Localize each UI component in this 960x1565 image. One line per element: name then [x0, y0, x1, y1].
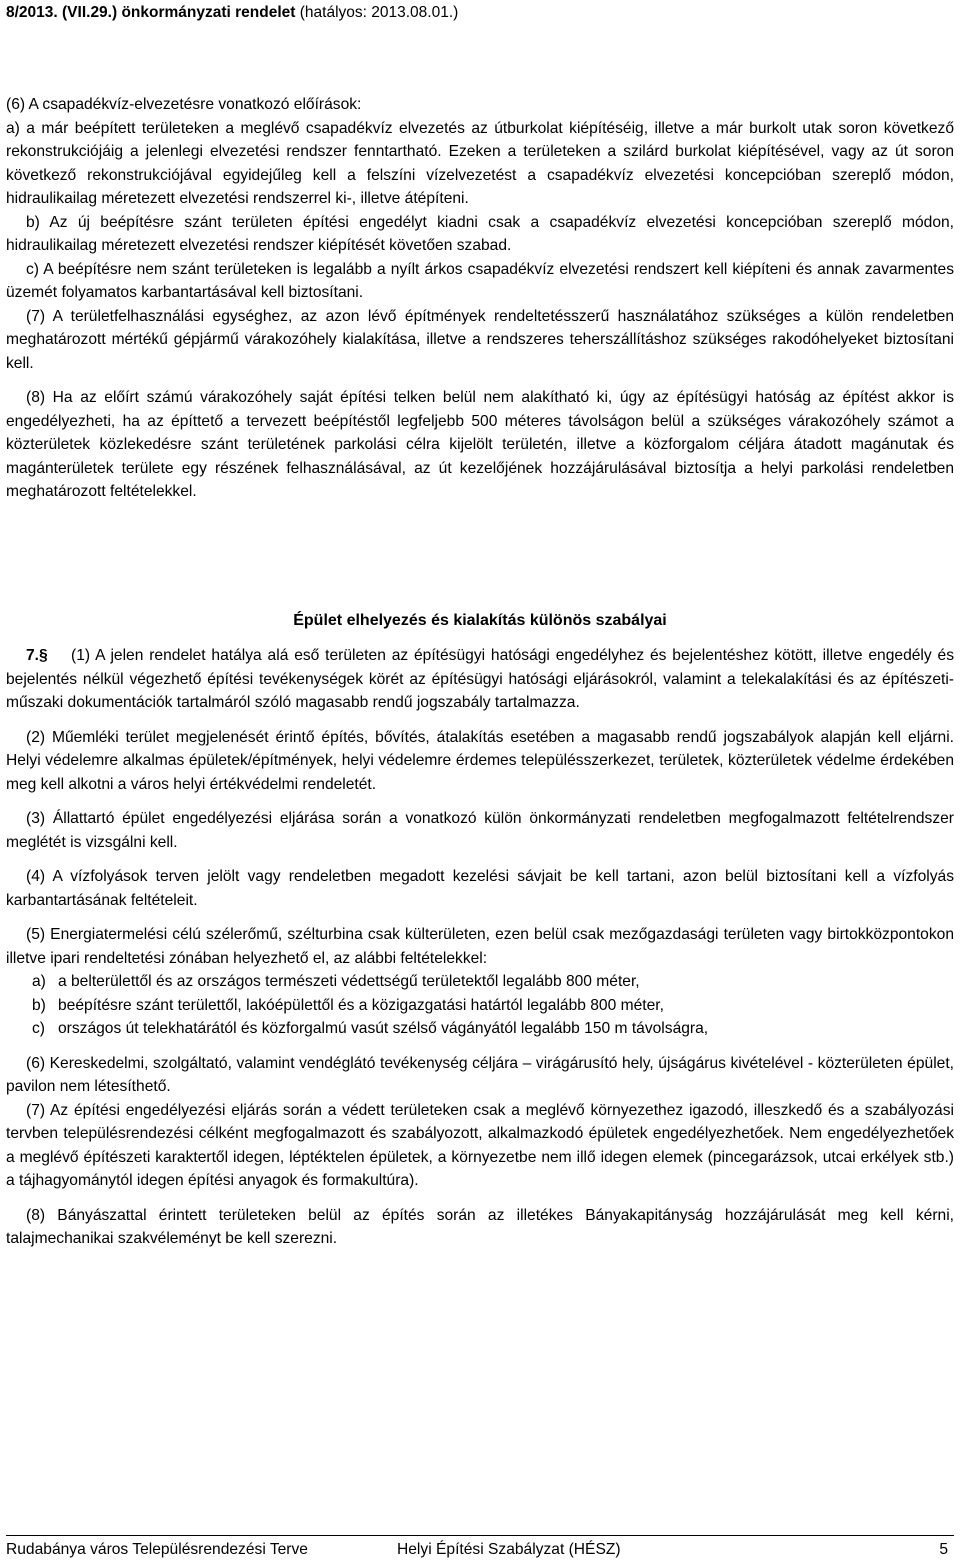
- paragraph-7-8: (8) Bányászattal érintett területeken belül az építés során az illetékes Bányakapitányság hozzájárulását meg kell kérni, talajmechanikai szakvéleményt be kell szerezni.: [6, 1206, 954, 1247]
- list-marker: b): [32, 996, 46, 1014]
- paragraph-6c: c) A beépítésre nem szánt területeken is legalább a nyílt árkos csapadékvíz elvezetési rendszert kell kiépíteni és annak zavarmentes üzemét folyamatos karbantartásával kell biztosítani.: [6, 260, 954, 301]
- section-stormwater-parking: [6, 93, 954, 504]
- list-text: a belterülettől és az országos természeti védettségű területektől legalább 800 méter,: [58, 973, 640, 990]
- paragraph-7-5: (5) Energiatermelési célú szélerőmű, szélturbina csak külterületen, ezen belül csak mezőgazdasági területen vagy birtokközpontokon illetve ipari rendeltetési zónában helyezhető el, az alábbi feltételekkel:: [6, 926, 954, 967]
- list-marker: a): [32, 973, 46, 990]
- paragraph-7: (7) A területfelhasználási egységhez, az azon lévő építmények rendeltetésszerű használatához szükséges a külön rendeletben meghatározott mértékű gépjármű várakozóhely kialakítása, illetve a rendszeres teherszállításhoz szükséges rakodóhelyeket biztosítani kell.: [6, 307, 954, 372]
- section-heading: Épület elhelyezés és kialakítás különös szabályai: [293, 612, 667, 629]
- paragraph-7-7: (7) Az építési engedélyezési eljárás során a védett területeken csak a meglévő környezethez igazodó, illeszkedő és a szabályozási tervben településrendezési célként megfogalmazott és szabályozott, alkalmazkodó épületek engedélyezhetőek. Nem engedélyezhetőek a meglévő építészeti karaktertől idegen, léptéktelen épületek, a környezetbe nem illő idegen elemek (pincegarázsok, utcai erkélyek stb.) a tájhagyománytól idegen építési anyagok és formakultúra).: [6, 1101, 954, 1189]
- paragraph-7-2: (2) Műemléki terület megjelenését érintő építés, bővítés, átalakítás esetében a magasabb rendű jogszabályok alapján kell eljárni. Helyi védelemre alkalmas épületek/építmények, helyi védelemre érdemes településszerkezet, területek, közterületek védelme érdekében meg kell alkotni a város helyi értékvédelmi rendeletét.: [6, 728, 954, 793]
- paragraph-7-1: [6, 644, 954, 715]
- paragraph-6-intro: (6) A csapadékvíz-elvezetésre vonatkozó előírások:: [6, 96, 362, 113]
- list-text: országos út telekhatárától és közforgalmú vasút szélső vágányától legalább 150 m távolságra,: [58, 1020, 709, 1037]
- conditions-list: [6, 970, 954, 1041]
- list-text: beépítésre szánt területtől, lakóépülettől és a közigazgatási határtól legalább 800 méter,: [58, 996, 664, 1014]
- footer-divider: [6, 1535, 954, 1536]
- list-item: [6, 1017, 954, 1041]
- paragraph-7-3: (3) Állattartó épület engedélyezési eljárása során a vonatkozó külön önkormányzati rendeletben megfogalmazott feltételrendszer meglétét is vizsgálni kell.: [6, 810, 954, 851]
- paragraph-7-6: (6) Kereskedelmi, szolgáltató, valamint vendéglátó tevékenység céljára – virágárusító hely, újságárus kivételével - közterületen épület, pavilon nem létesíthető.: [6, 1054, 954, 1095]
- header-status: (hatályos: 2013.08.01.): [299, 4, 459, 21]
- header-title: 8/2013. (VII.29.) önkormányzati rendelet: [6, 4, 296, 21]
- paragraph-6b: b) Az új beépítésre szánt területen építési engedélyt kiadni csak a csapadékvíz elvezetési koncepcióban szereplő módon, hidraulikailag méretezett elvezetési rendszer kiépítését követően szabad.: [6, 213, 954, 254]
- paragraph-6a: a) a már beépített területeken a meglévő csapadékvíz elvezetés az útburkolat kiépítéséig, illetve a már burkolt utak soron következő rekonstrukciójáig a jelenlegi elvezetési rendszer fenntartható. Ezeken a területeken a szilárd burkolat kiépítésével, vagy az út soron következő rekonstrukciójával egyidejűleg kell a felszíni vízelvezetést a csapadékvíz elvezetési koncepcióban szereplő módon, hidraulikailag méretezett elvezetési rendszerrel ki-, illetve átépíteni.: [6, 119, 954, 207]
- paragraph-number: 7.§: [26, 647, 48, 664]
- footer-plan-title: Rudabánya város Településrendezési Terve: [6, 1541, 308, 1558]
- list-marker: c): [32, 1020, 45, 1037]
- section-7: [6, 644, 954, 1251]
- list-item: [6, 970, 954, 994]
- list-item: [6, 994, 954, 1018]
- page-number: 5: [939, 1541, 948, 1558]
- footer-regulation-title: Helyi Építési Szabályzat (HÉSZ): [397, 1541, 621, 1558]
- paragraph-7-4: (4) A vízfolyások terven jelölt vagy rendeletben megadott kezelési sávjait be kell tartani, azon belül biztosítani kell a vízfolyás karbantartásának feltételeit.: [6, 868, 954, 909]
- paragraph-7-1-text: (1) A jelen rendelet hatálya alá eső területen az építésügyi hatósági engedélyhez és bejelentéshez kötött, illetve engedély és bejelentés nélkül végezhető építési tevékenységek körét az építésügyi hatósági eljárásokról, valamint a telekalakítási és az építészeti-műszaki dokumentációk tartalmáról szóló magasabb rendű jogszabály tartalmazza.: [6, 647, 954, 711]
- document-header: [6, 4, 458, 22]
- paragraph-8: (8) Ha az előírt számú várakozóhely saját építési telken belül nem alakítható ki, úgy az építésügyi hatóság az építést akkor is engedélyezheti, ha az építtető a tervezett beépítéstől legfeljebb 500 méteres távolságon belül a szükséges várakozóhely számot a közterületek közlekedésre szánt területének parkolási célra kijelölt területén, illetve a közforgalom céljára átadott magánutak és magánterületek területe egy részének felhasználásával, az út kezelőjének hozzájárulásával biztosítja a helyi parkolási rendeletben meghatározott feltételekkel.: [6, 389, 954, 500]
